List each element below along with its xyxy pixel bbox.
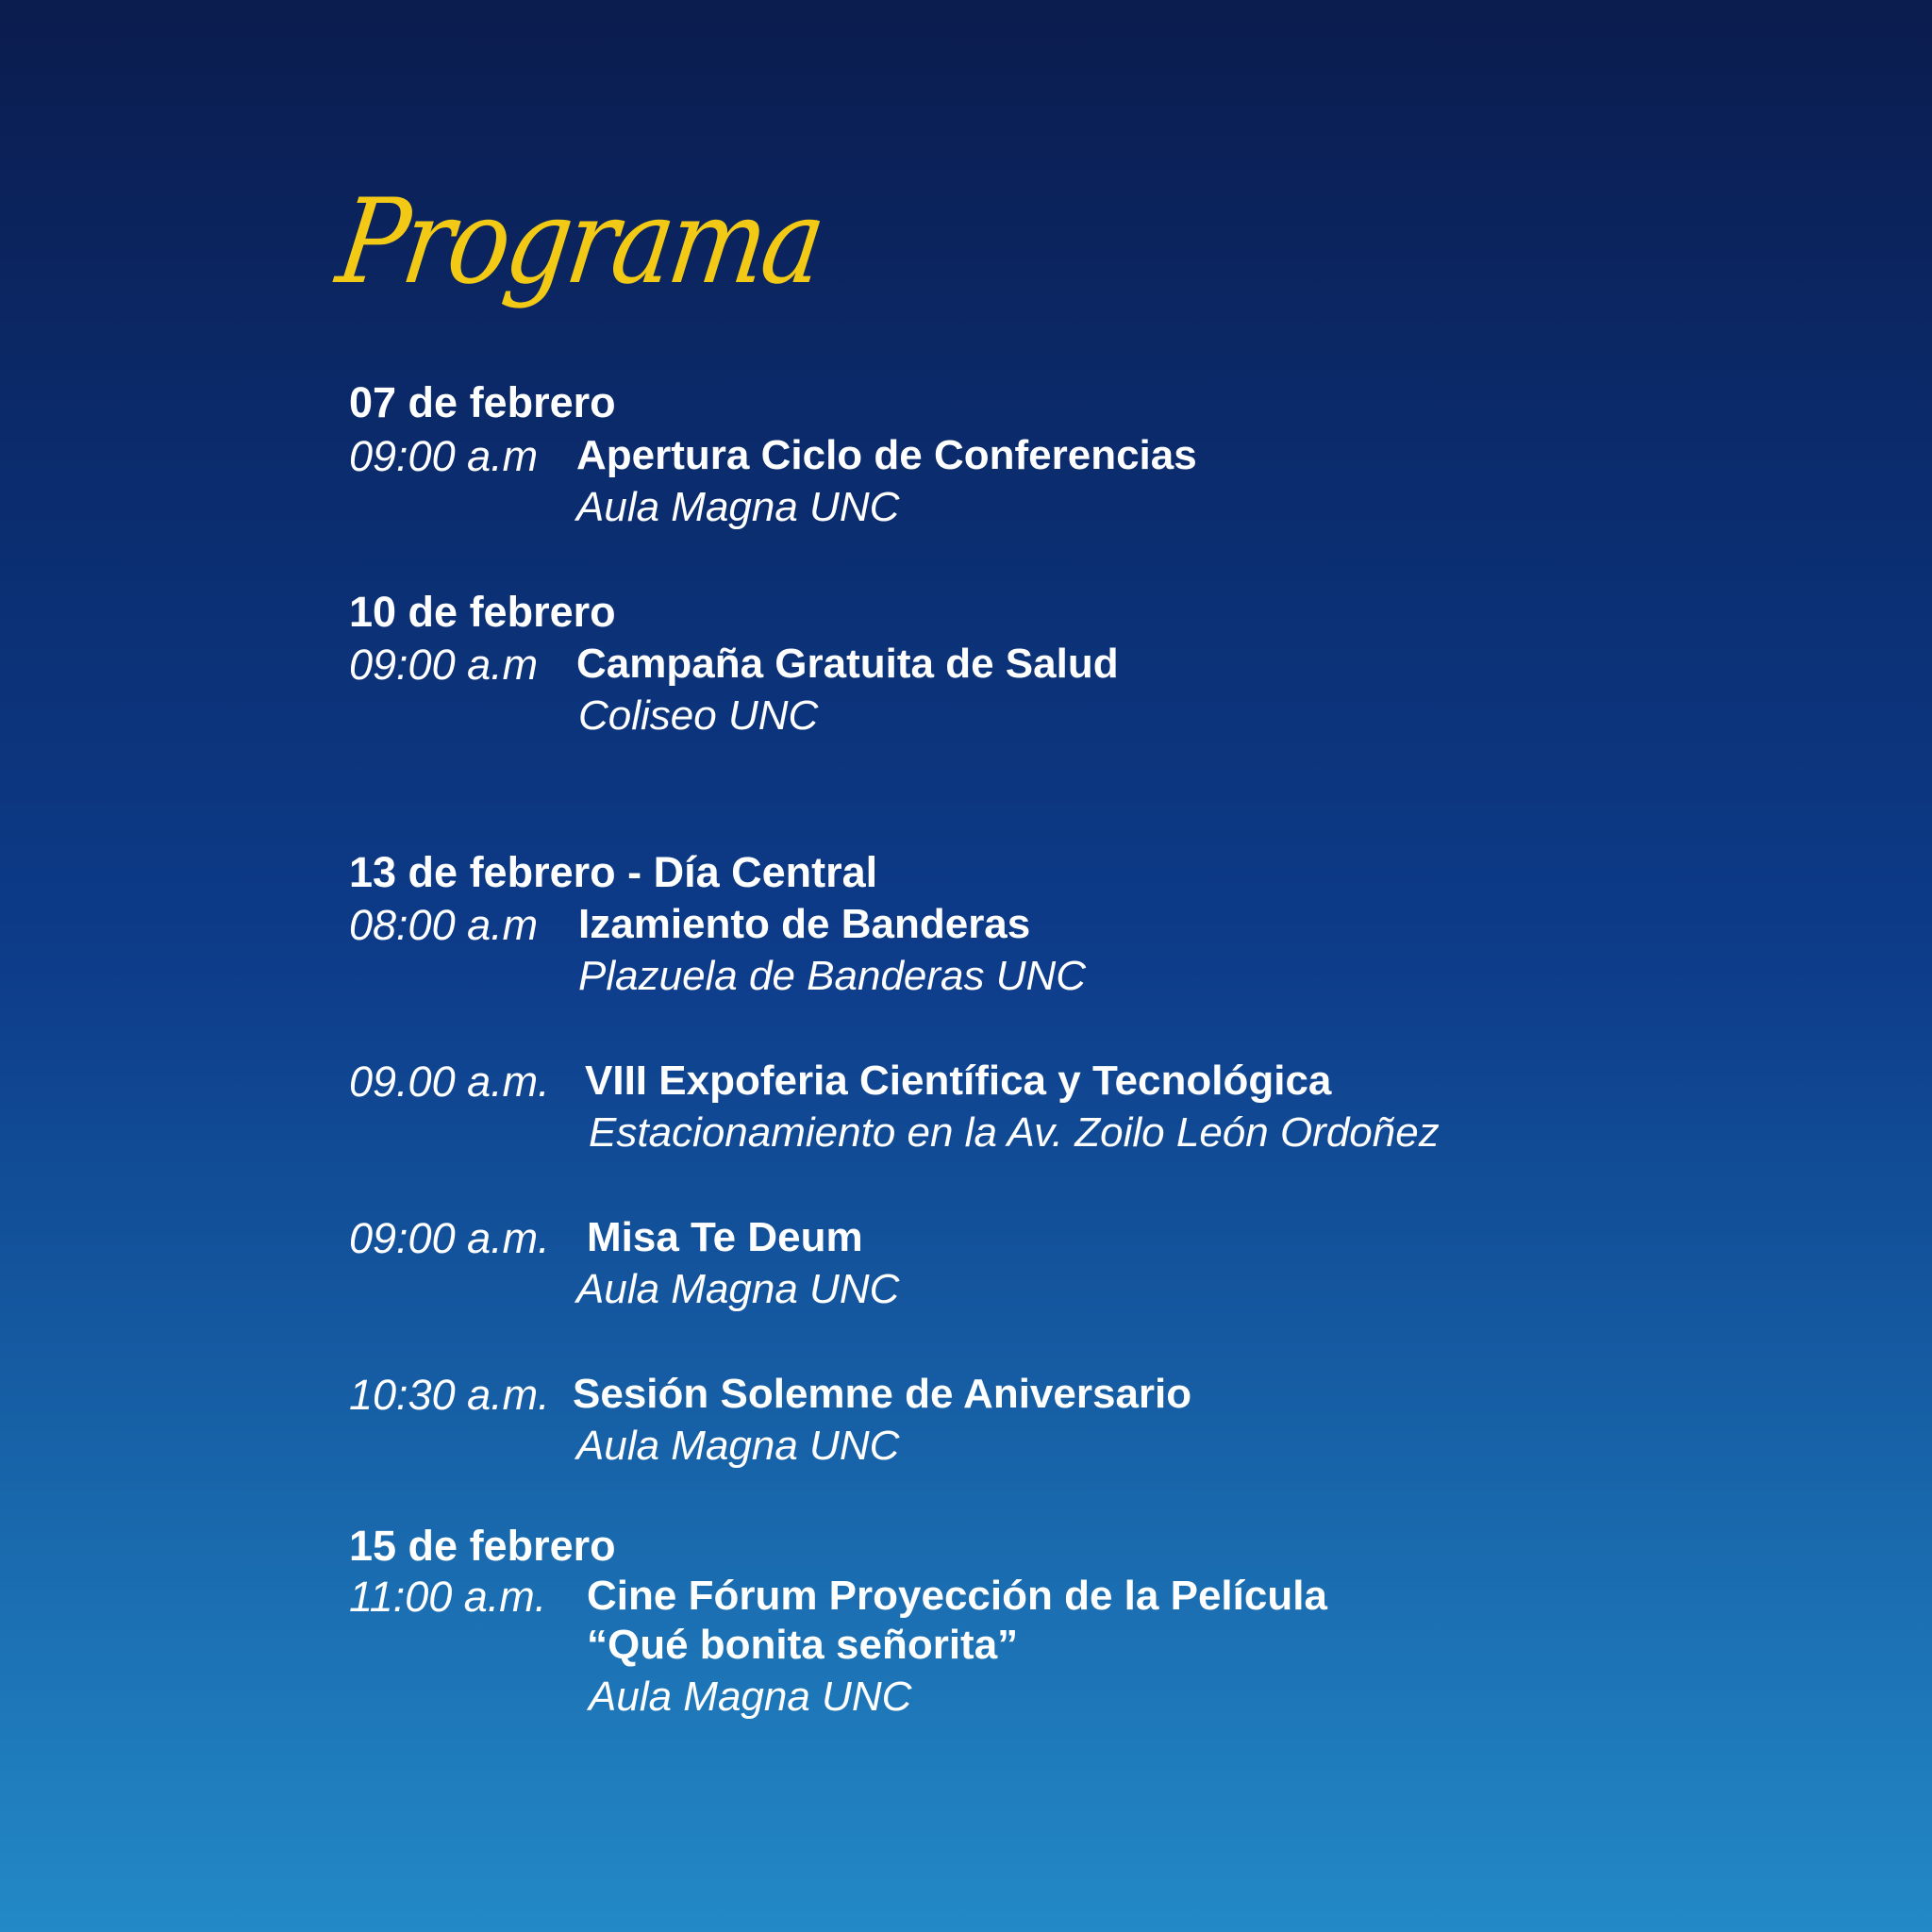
event-name: Izamiento de Banderas — [578, 901, 1031, 947]
event-time: 08:00 a.m — [349, 901, 539, 949]
event-time: 09:00 a.m — [349, 641, 539, 689]
event-place: Coliseo UNC — [578, 692, 819, 739]
event-place: Aula Magna UNC — [589, 1674, 912, 1720]
event-place: Aula Magna UNC — [576, 1266, 900, 1312]
event-name-line2: “Qué bonita señorita” — [587, 1622, 1019, 1668]
event-place: Aula Magna UNC — [576, 484, 900, 530]
event-name: Sesión Solemne de Aniversario — [573, 1371, 1192, 1417]
event-place: Aula Magna UNC — [576, 1423, 900, 1469]
day-date: 13 de febrero - Día Central — [349, 848, 878, 896]
event-name: Misa Te Deum — [587, 1214, 863, 1260]
event-time: 09:00 a.m. — [349, 1214, 550, 1262]
event-place: Plazuela de Banderas UNC — [578, 953, 1087, 999]
event-name: VIII Expoferia Científica y Tecnológica — [585, 1058, 1332, 1104]
day-date: 07 de febrero — [349, 378, 616, 426]
event-time: 09:00 a.m — [349, 432, 539, 480]
event-place: Estacionamiento en la Av. Zoilo León Ordoñez — [589, 1109, 1440, 1156]
event-time: 11:00 a.m. — [349, 1573, 547, 1621]
program-title: Programa — [329, 175, 830, 310]
event-time: 10:30 a.m. — [349, 1371, 550, 1419]
event-time: 09.00 a.m. — [349, 1058, 550, 1106]
day-date: 10 de febrero — [349, 588, 616, 636]
day-date: 15 de febrero — [349, 1522, 616, 1570]
event-name: Apertura Ciclo de Conferencias — [576, 432, 1197, 478]
event-name: Cine Fórum Proyección de la Película — [587, 1573, 1327, 1619]
event-name: Campaña Gratuita de Salud — [576, 641, 1119, 687]
